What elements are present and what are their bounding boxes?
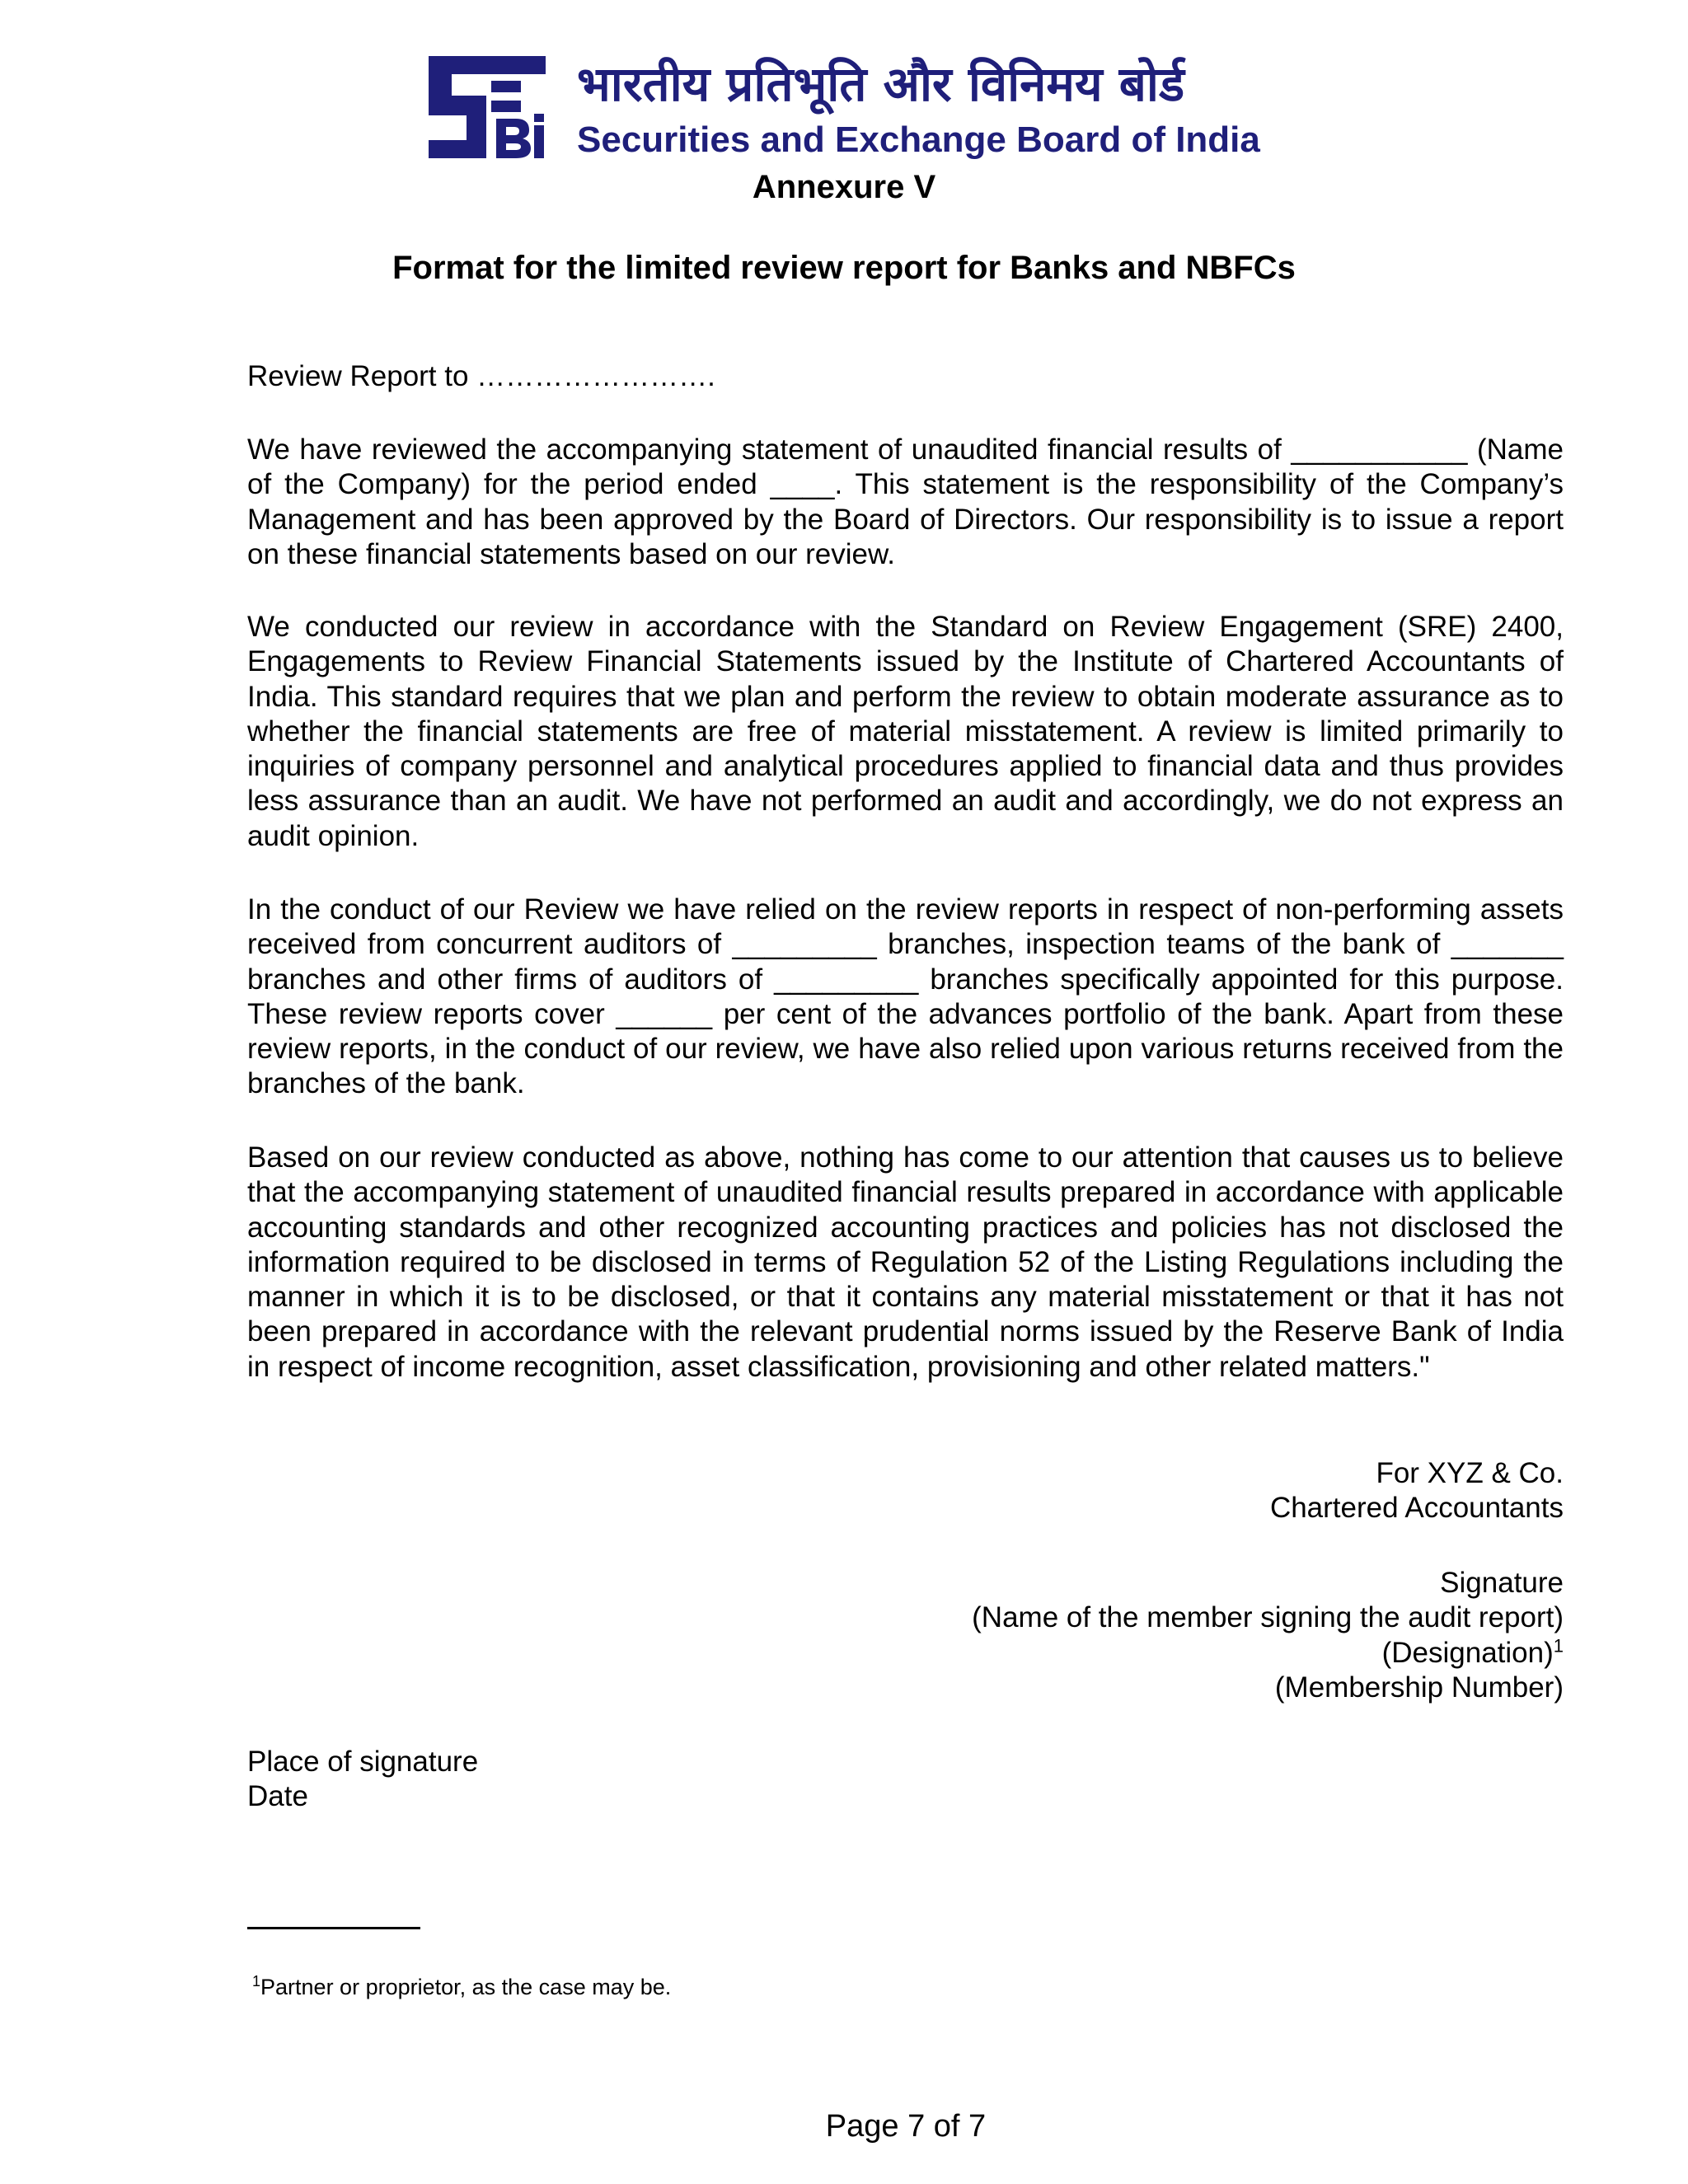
footnote-divider [247,1927,420,1929]
paragraph-2: We conducted our review in accordance with the Standard on Review Engagement (SRE) 2400, Engagements to Review Financial Statements issued by the Institute of Chartered Accountants of India. This standard requires that we plan and perform the review to obtain moderate assurance as to whether the financial statements are free of material misstatement. A review is limited primarily to inquiries of company personnel and analytical procedures applied to financial data and thus provides less assurance than an audit. We have not performed an audit and accordingly, we do not express an audit opinion. [247,611,1564,852]
page-number: Page 7 of 7 [825,2109,987,2144]
english-org-name: Securities and Exchange Board of India [577,120,1260,160]
firm-name: For XYZ & Co. [1376,1457,1564,1489]
firm-type: Chartered Accountants [1269,1492,1564,1525]
hindi-org-name: भारतीय प्रतिभूति और विनिमय बोर्ड [577,56,1184,112]
footnote [252,1967,671,2001]
firm-block [247,1456,1564,1526]
signature-block [247,1566,1564,1705]
footnote-ref: 1 [1553,1634,1564,1656]
annexure-label: Annexure V [752,169,936,205]
date-label: Date [247,1780,308,1813]
paragraph-1: We have reviewed the accompanying statement of unaudited financial results of ___________ (Name of the Company) for the period ended ____. This statement is the responsibility of the Company’s Management and has been approved by the Board of Directors. Our responsibility is to issue a report on these financial statements based on our review. [247,434,1564,570]
designation [247,1636,1564,1671]
page-header [429,51,1418,162]
membership-number: (Membership Number) [1274,1671,1564,1704]
signature-label: Signature [1440,1567,1564,1599]
paragraph-3: In the conduct of our Review we have relied on the review reports in respect of non-performing assets received from concurrent auditors of _________ branches, inspection teams of the bank of _______ branches and other firms of auditors of _________ branches specifically appointed for this purpose. These review reports cover ______ per cent of the advances portfolio of the bank. Apart from these review reports, in the conduct of our review, we have also relied upon various returns received from the branches of the bank. [247,893,1564,1100]
place-date-block [247,1745,1564,1815]
review-report-to: Review Report to ……………………. [247,360,715,392]
paragraph-4: Based on our review conducted as above, nothing has come to our attention that causes us to believe that the accompanying statement of unaudited financial results prepared in accordance with applicable accounting standards and other recognized accounting practices and policies has not disclosed the information required to be disclosed in terms of Regulation 52 of the Listing Regulations including the manner in which it is to be disclosed, or that it contains any material misstatement or that it has not been prepared in accordance with the relevant prudential norms issued by the Reserve Bank of India in respect of income recognition, asset classification, provisioning and other related matters." [247,1141,1564,1383]
footnote-text: Partner or proprietor, as the case may be. [260,1975,672,1999]
place-of-signature: Place of signature [247,1746,479,1778]
member-name: (Name of the member signing the audit report) [972,1601,1564,1634]
designation-label: (Designation) [1381,1636,1554,1669]
document-title: Format for the limited review report for Banks and NBFCs [392,250,1296,286]
footnote-marker: 1 [252,1973,261,1990]
sebi-logo-icon [429,56,546,158]
